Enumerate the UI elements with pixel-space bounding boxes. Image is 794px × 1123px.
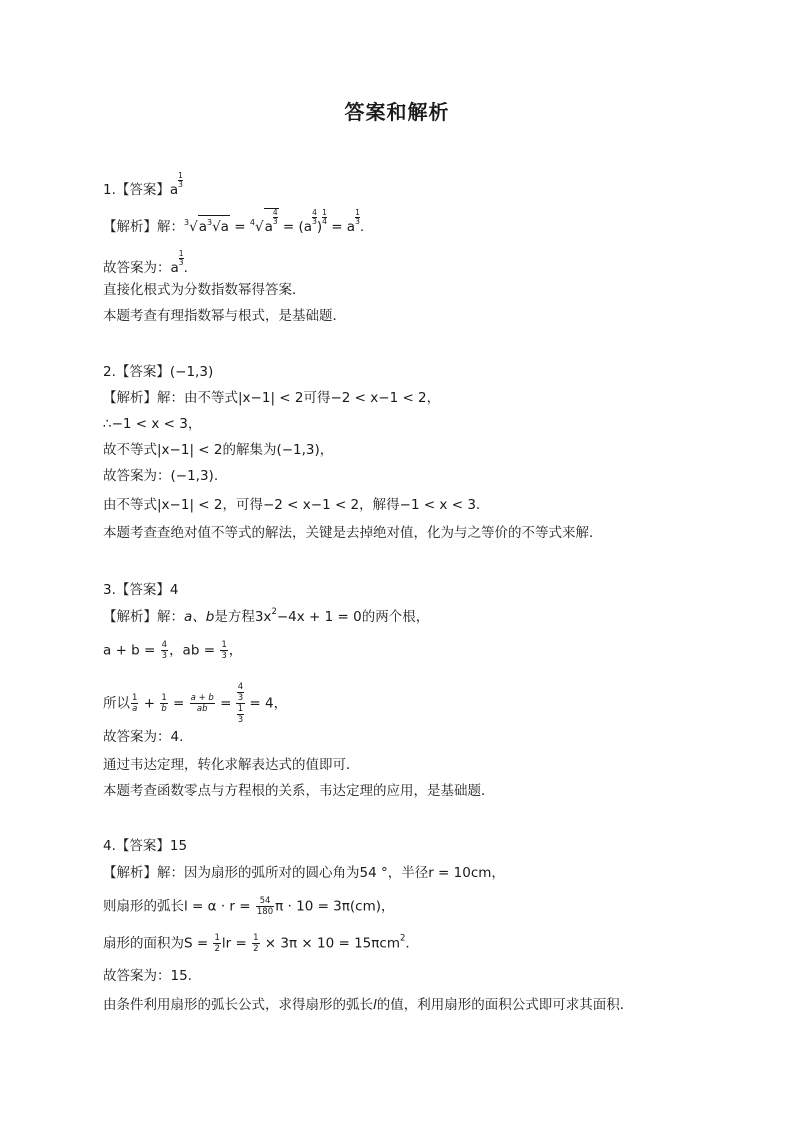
q4-line5: 由条件利用扇形的弧长公式，求得扇形的弧长l的值，利用扇形的面积公式即可求其面积． (103, 997, 634, 1013)
q2-answer-label: 2.【答案】 (103, 364, 170, 380)
q1-final-label: 故答案为： (103, 260, 171, 276)
q3-sum-fraction: $\frac{4}{3}$ (161, 640, 168, 661)
q1-analysis-label: 【解析】解： (103, 219, 184, 235)
q4-arc-symbol: l (373, 997, 377, 1013)
q2-line1: 【解析】解：由不等式|x−1| < 2可得−2 < x−1 < 2， (103, 390, 441, 406)
q1-answer (103, 172, 183, 200)
q4-line3: 扇形的面积为S = $\frac{1}{2}$ lr = $\frac{1}{2}$ × 3π × 10 = 15πcm$^2$. (103, 933, 410, 954)
q4-line1: 【解析】解：因为扇形的弧所对的圆心角为54 °，半径r = 10cm， (103, 865, 505, 881)
q2-line4: 故答案为：(−1,3). (103, 468, 219, 484)
q4-half-fraction-2: $\frac{1}{2}$ (253, 933, 259, 954)
q1-answer-label: 1.【答案】 (103, 182, 170, 198)
q3-line2: a + b = $\frac{4}{3}$ ，ab = $\frac{1}{3}$ ， (103, 640, 243, 661)
q3-answer-label: 3.【答案】 (103, 582, 170, 598)
q3-line6: 本题考查函数零点与方程根的关系，韦达定理的应用，是基础题． (103, 783, 495, 799)
q1-final: 故答案为：a $\frac{1}{3}$ . (103, 249, 188, 276)
q2-line3: 故不等式|x−1| < 2的解集为(−1,3)， (103, 442, 334, 458)
q3-answer-value: 4 (169, 582, 179, 598)
q3-roots: a、b (184, 609, 215, 625)
q3-line5: 通过韦达定理，转化求解表达式的值即可． (103, 757, 360, 773)
q3-product-fraction: $\frac{1}{3}$ (221, 640, 227, 661)
q2-line5: 由不等式|x−1| < 2，可得−2 < x−1 < 2，解得−1 < x < 3. (103, 497, 481, 513)
q1-final-base: a (170, 260, 179, 276)
q1-analysis (103, 208, 364, 237)
q1-answer-exponent: $\frac{1}{3}$ (178, 171, 183, 189)
q3-line4: 故答案为：4. (103, 729, 184, 745)
q1-note1: 直接化根式为分数指数幂得答案． (103, 282, 306, 298)
q4-half-fraction-1: $\frac{1}{2}$ (214, 933, 220, 954)
q4-answer-label: 4.【答案】 (103, 838, 170, 854)
q4-line2: 则扇形的弧长l = α · r = $\frac{54}{180}$ π · 10 = 3π(cm)， (103, 896, 395, 917)
q1-analysis-formula: $^3√a^3√a = ^4√a$ $\frac{4}{3}$ = (a $\frac{4}{3}$ ) $\frac{1}{4}$ = a $\frac{1}{3}$ . (184, 208, 365, 235)
q1-note2: 本题考查有理指数幂与根式，是基础题． (103, 308, 346, 324)
q3-line1: 【解析】解：a、b是方程$3x^2-4x + 1 = 0$的两个根， (103, 607, 430, 625)
q2-line2: ∴−1 < x < 3， (103, 416, 202, 432)
q4-line4: 故答案为：15. (103, 968, 192, 984)
q3-answer (103, 580, 178, 600)
q2-line6: 本题考查查绝对值不等式的解法，关键是去掉绝对值，化为与之等价的不等式来解． (103, 525, 603, 541)
q1-final-exponent: $\frac{1}{3}$ (178, 249, 184, 267)
q4-answer-value: 15 (169, 838, 188, 854)
page-title: 答案和解析 (344, 100, 450, 124)
q1-answer-base: a (169, 182, 179, 198)
q4-angle-fraction: $\frac{54}{180}$ (256, 896, 274, 917)
q2-answer-value: (−1,3) (169, 364, 214, 380)
q3-nested-fraction: $\frac{\frac{4}{3}}{\frac{1}{3}}$ (237, 682, 244, 725)
q4-answer (103, 836, 187, 856)
q2-answer (103, 362, 213, 382)
q3-line3: 所以 $\frac{1}{a}$ + $\frac{1}{b}$ = $\frac{a + b}{ab}$ = $\frac{\frac{4}{3}}{\frac{1}{3}}$ = 4， (103, 682, 288, 725)
